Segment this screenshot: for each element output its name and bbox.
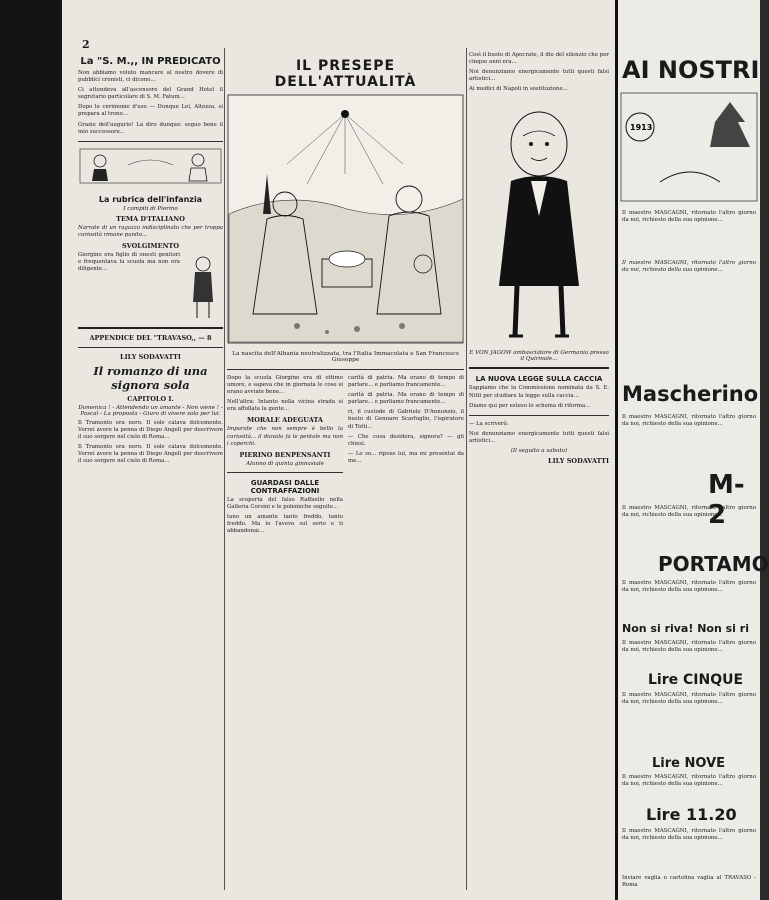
binding-shadow xyxy=(0,0,62,900)
price-cinque: Lire CINQUE xyxy=(648,672,744,688)
column-right xyxy=(469,52,609,890)
article-text: Ci attendeva all'ascensore del Grand Hotel il segretario particolare di S. M. Fatum... xyxy=(78,87,223,101)
article-text: Noi denunziamo energicamente tutti questi falsi artistici... xyxy=(469,69,609,83)
rubrica-illustration xyxy=(78,147,223,185)
morale-text: Imparate che non sempre è bello la curiosità... il diavolo fa le pentole ma non i coperchi. xyxy=(227,426,343,447)
ad-text: Il maestro MASCAGNI, ritornato l'altro giorno da noi, richiesto della sua opinione... xyxy=(622,414,756,428)
dialog-text: — Lo so... ripose lui, ma mi presentai da me... xyxy=(348,450,464,464)
morale-signature-sub: Alunno di quinta ginnasiale xyxy=(246,460,324,467)
svolgimento-text: Giorgino era figlio di onesti genitori e frequentava la scuola ma non era diligente... xyxy=(78,251,180,273)
ad-text: Il maestro MASCAGNI, ritornato l'altro giorno da noi, richiesto della sua opinione... xyxy=(622,828,756,842)
page-number: 2 xyxy=(82,38,90,51)
divider xyxy=(227,472,343,473)
dialog-text: — Che cosa desidera, signora? — gli chiesi. xyxy=(348,433,464,447)
article-text: Dopo le cerimonie d'uso — Dunque Lei, Altezza, si prepara al trono... xyxy=(78,104,223,118)
von-jagow-caricature xyxy=(469,96,609,346)
m2-heading: M-2 xyxy=(708,470,745,530)
article-text: Così il busto di Apocrate, il dio del silenzio che per cinque anni era... xyxy=(469,52,609,66)
column-left xyxy=(78,52,223,890)
price-nove: Lire NOVE xyxy=(652,756,726,771)
article-text: Noi denunziamo energicamente tutti questi falsi artistici... xyxy=(469,430,609,444)
column-rule xyxy=(224,48,225,890)
romanzo-text: Il Tramonto era nero. Il sole calava dolcemente. Vorrei avere la penna di Diego Angeli per descrivere il suo sorgere nel cielo di Roma... xyxy=(78,444,223,465)
article-heading: La "S. M.,, IN PREDICATO xyxy=(80,56,221,67)
article-text: Nell'altra: Intanto nella vicina strada si era affollata la gente... xyxy=(227,399,343,413)
article-text: carità di patria. Ma erano di tempo di parlare... e parliamo francamente... xyxy=(348,392,464,406)
divider xyxy=(78,141,223,142)
non-si-riva-heading: Non si riva! Non si ri xyxy=(622,622,749,635)
ad-text: Il maestro MASCAGNI, ritornato l'altro giorno da noi, richiesto della sua opinione... xyxy=(622,210,756,224)
year-label: 1913 xyxy=(630,123,653,132)
article-text: Non abbiamo voluto mancare al nostro dovere di pubblici cronisti, ci dicono... xyxy=(78,70,223,84)
column-center xyxy=(227,52,464,890)
divider xyxy=(78,347,223,348)
legge-text: Sappiamo che la Commissione nominata da S. E. Nitti per studiare la legge sulla caccia... xyxy=(469,385,609,399)
ad-heading: AI NOSTRI xyxy=(622,56,760,84)
romanzo-text: Il Tramonto era nero. Il sole calava dolcemente. Vorrei avere la penna di Diego Angeli per descrivere il suo sorgere nel cielo di Roma... xyxy=(78,419,223,441)
svolgimento-heading: SVOLGIMENTO xyxy=(121,241,180,250)
portrait-caption: E VON JAGOW ambasciatore di Germania presso il Quirinale... xyxy=(469,350,609,363)
nativity-cartoon xyxy=(227,94,464,344)
article-text: carità di patria. Ma erano di tempo di parlare... e parliamo francamente... xyxy=(348,375,464,389)
column-rule xyxy=(466,48,467,890)
cartoon-title: IL PRESEPE DELL'ATTUALITÀ xyxy=(274,58,417,90)
newspaper-page xyxy=(62,0,615,900)
price-1120: Lire 11.20 xyxy=(646,805,737,824)
dialog-text: — La scriverò. xyxy=(469,420,509,427)
to-be-continued: (Il seguito a sabato) xyxy=(510,448,568,455)
romanzo-title: Il romanzo di una signora sola xyxy=(93,363,208,392)
morale-signature: PIERINO BENPENSANTI xyxy=(239,450,331,459)
ad-text: Il maestro MASCAGNI, ritornato l'altro giorno da noi, richiesto della sua opinione... xyxy=(622,260,756,274)
adjacent-page xyxy=(615,0,769,900)
appendice-label: APPENDICE DEL "TRAVASO,, — 8 xyxy=(89,333,212,342)
rubrica-title: La rubrica dell'infanzia xyxy=(98,194,203,204)
divider xyxy=(227,369,464,370)
article-text: tano un amante tanto freddo, tanto freddo. Ma io l'avevo sul serio e ti abbandonai... xyxy=(227,513,343,535)
ad-footer: Inviare vaglia o cartolina vaglia al TRAVASO - Roma xyxy=(622,875,756,889)
article-text: Grazie dell'augurio! La diro dunque: seguo bene il mio successore... xyxy=(78,121,223,135)
legge-heading: LA NUOVA LEGGE SULLA CACCIA xyxy=(475,375,603,384)
rubrica-subtitle: I compiti di Pierino xyxy=(123,205,178,212)
ad-text: Il maestro MASCAGNI, ritornato l'altro giorno da noi, richiesto della sua opinione... xyxy=(622,640,756,654)
ad-text: Il maestro MASCAGNI, ritornato l'altro giorno da noi, richiesto della sua opinione... xyxy=(622,774,756,788)
tema-text: Narrate di un ragazzo indisciplinato che per troppa curiosità rimane punito... xyxy=(78,224,223,238)
ad-text: Il maestro MASCAGNI, ritornato l'altro giorno da noi, richiesto della sua opinione... xyxy=(622,692,756,706)
chapter-label: CAPITOLO I. xyxy=(127,394,174,403)
divider xyxy=(469,367,609,369)
divider xyxy=(469,415,609,416)
cartoon-caption: La nascita dell'Albania neutralizzata, tra l'Italia Immacolata e San Francesco Giuseppe xyxy=(232,351,459,363)
portamo-heading: PORTAMO xyxy=(658,552,769,576)
article-text: ri, il custode di Gabriele D'Annunzio, il busto di Gennaro Scarfoglio, l'ispiratore di Totti... xyxy=(348,409,464,430)
guardasi-heading: GUARDASI DALLE CONTRAFFAZIONI xyxy=(250,478,320,495)
tema-heading: TEMA D'ITALIANO xyxy=(116,214,185,223)
morale-heading: MORALE ADEGUATA xyxy=(247,416,323,425)
ad-text: Il maestro MASCAGNI, ritornato l'altro giorno da noi, richiesto della sua opinione... xyxy=(622,580,756,594)
author-signature: LILY SODAVATTI xyxy=(548,457,609,466)
legge-text: Diamo qui per esteso lo schema di riforma... xyxy=(469,402,591,409)
ad-illustration xyxy=(620,92,758,202)
mascherino-heading: Mascherino xyxy=(622,382,759,406)
ad-text: Il maestro MASCAGNI, ritornato l'altro giorno da noi, richiesto della sua opinione... xyxy=(622,505,756,519)
boy-illustration xyxy=(183,252,223,322)
guardasi-text: La scoperta del falso Raffaello nella Galleria Corsini e le polemiche seguite... xyxy=(227,496,343,510)
author-name: LILY SODAVATTI xyxy=(120,352,181,361)
chapter-subtitle: Domenica ! - Attendendo un amante - Non viene ! - Pascal - La proposta - Giuro di vivere solo per lui. xyxy=(78,404,223,417)
article-text: Dopo la scuola Giorgino era di ottimo umore, e sapeva che in giornata le cose si erano avviate bene... xyxy=(227,375,343,396)
divider xyxy=(78,327,223,329)
article-text: Ai medici di Napoli in sostituzione... xyxy=(469,86,568,93)
